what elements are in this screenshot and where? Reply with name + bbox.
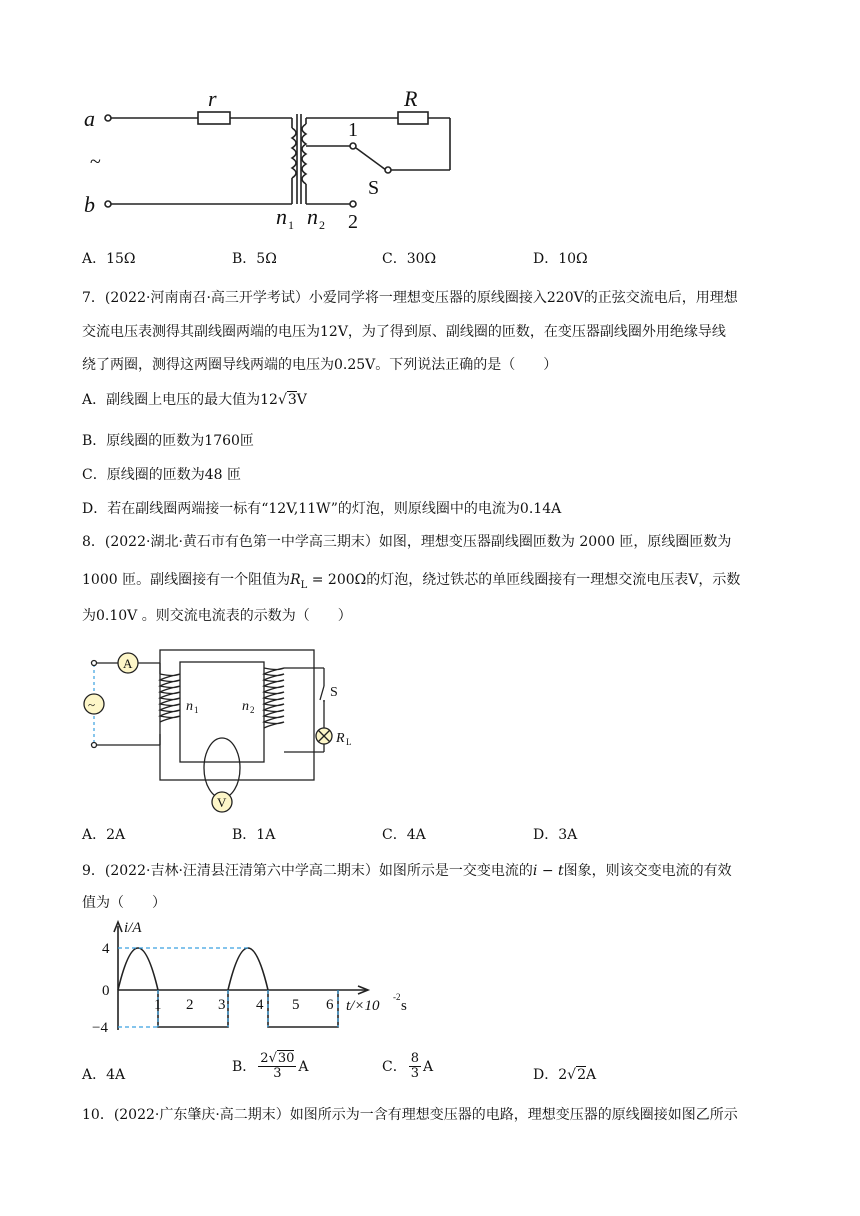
q6-tap-2: 2 <box>348 211 358 233</box>
q8-transformer-meter-figure <box>84 644 374 824</box>
q6-tap-1: 1 <box>348 119 358 141</box>
q8-switch-S: S <box>330 685 338 700</box>
q9-ytick-neg4: −4 <box>92 1020 108 1036</box>
q9-xtick-2: 2 <box>186 997 194 1013</box>
q8-option-b: B．1A <box>232 827 276 843</box>
q8-stem-line-2: 1000 匝。副线圈接有一个阻值为$R_L = 200\Omega$的灯泡，绕过铁芯的单匝线圈接有一理想交流电压表V，示数 <box>82 572 741 591</box>
q10-stem-line-1: 10．(2022·广东肇庆·高二期末）如图所示为一含有理想变压器的电路，理想变压器的原线圈接如图乙所示 <box>82 1107 738 1123</box>
q9-ytick-4: 4 <box>102 941 110 957</box>
q9-x-axis-unit: s <box>401 998 407 1014</box>
q6-transformer-circuit-figure <box>80 88 460 238</box>
q9-xtick-1: 1 <box>154 997 162 1013</box>
q7-stem-line-3: 绕了两圈，测得这两圈导线两端的电压为0.25V。下列说法正确的是（ ） <box>82 357 558 373</box>
q6-n2: n <box>307 204 318 229</box>
q6-n1: n <box>276 204 287 229</box>
q6-n2-sub: 2 <box>319 218 325 232</box>
q6-switch-S: S <box>368 177 380 199</box>
q9-xtick-3: 3 <box>218 997 226 1013</box>
q6-option-a: A．15Ω <box>82 251 136 267</box>
q6-terminal-b: b <box>84 192 95 217</box>
q6-ac-symbol: ~ <box>90 151 101 173</box>
q7-stem-line-1: 7．(2022·河南南召·高三开学考试）小爱同学将一理想变压器的原线圈接入220V的正弦交流电后，用理想 <box>82 290 738 306</box>
q8-stem-line-3: 为0.10V 。则交流电流表的示数为（ ） <box>82 608 352 624</box>
q6-n1-sub: 1 <box>288 218 294 232</box>
q8-option-a: A．2A <box>82 827 126 843</box>
q7-option-c: C．原线圈的匝数为48 匝 <box>82 467 241 483</box>
q6-resistor-R: R <box>404 86 418 111</box>
q9-option-c: C． $\frac{8}{3}$ A <box>382 1051 434 1082</box>
q6-option-d: D．10Ω <box>533 251 588 267</box>
q9-xtick-4: 4 <box>256 997 264 1013</box>
q8-ammeter-label: A <box>123 656 133 671</box>
q8-RL: R <box>336 731 345 746</box>
q8-stem-line-1: 8．(2022·湖北·黄石市有色第一中学高三期末）如图，理想变压器副线圈匝数为 2000 匝，原线圈匝数为 <box>82 534 732 550</box>
q7-option-d: D．若在副线圈两端接一标有“12V,11W”的灯泡，则原线圈中的电流为0.14A <box>82 501 562 517</box>
q8-n1-sub: 1 <box>194 705 199 715</box>
q8-option-d: D．3A <box>533 827 578 843</box>
q8-n1: n <box>186 699 193 714</box>
q6-option-c: C．30Ω <box>382 251 437 267</box>
q9-xtick-6: 6 <box>326 997 334 1013</box>
q8-RL-sub: L <box>346 737 352 747</box>
q9-x-axis-label: t/×10 <box>346 998 380 1014</box>
q6-option-b: B．5Ω <box>232 251 277 267</box>
q9-y-axis-label: i/A <box>124 920 142 936</box>
q9-stem-line-1: 9．(2022·吉林·汪清县汪清第六中学高二期末）如图所示是一交变电流的i − t图象，则该交变电流的有效 <box>82 863 732 879</box>
q6-resistor-r: r <box>208 86 217 111</box>
q9-option-b: B． $\frac{2√30}{3}$ A <box>232 1051 309 1082</box>
q9-x-axis-exponent: -2 <box>393 992 401 1002</box>
q7-stem-line-2: 交流电压表测得其副线圈两端的电压为12V，为了得到原、副线圈的匝数，在变压器副线圈外用绝缘导线 <box>82 324 726 340</box>
q8-voltmeter-label: V <box>217 795 227 810</box>
q9-option-d: D．2√2A <box>533 1067 597 1083</box>
q9-xtick-5: 5 <box>292 997 300 1013</box>
q8-n2: n <box>242 699 249 714</box>
q9-stem-line-2: 值为（ ） <box>82 895 166 911</box>
q7-option-b: B．原线圈的匝数为1760匝 <box>82 433 254 449</box>
q7-option-a: A．副线圈上电压的最大值为12√3V <box>82 392 307 408</box>
q8-ac-source-symbol: ~ <box>88 697 96 712</box>
q6-terminal-a: a <box>84 106 95 131</box>
q9-current-time-graph <box>92 918 416 1040</box>
q9-option-a: A．4A <box>82 1067 126 1083</box>
q8-n2-sub: 2 <box>250 705 255 715</box>
q9-ytick-0: 0 <box>102 983 110 999</box>
q8-option-c: C．4A <box>382 827 426 843</box>
